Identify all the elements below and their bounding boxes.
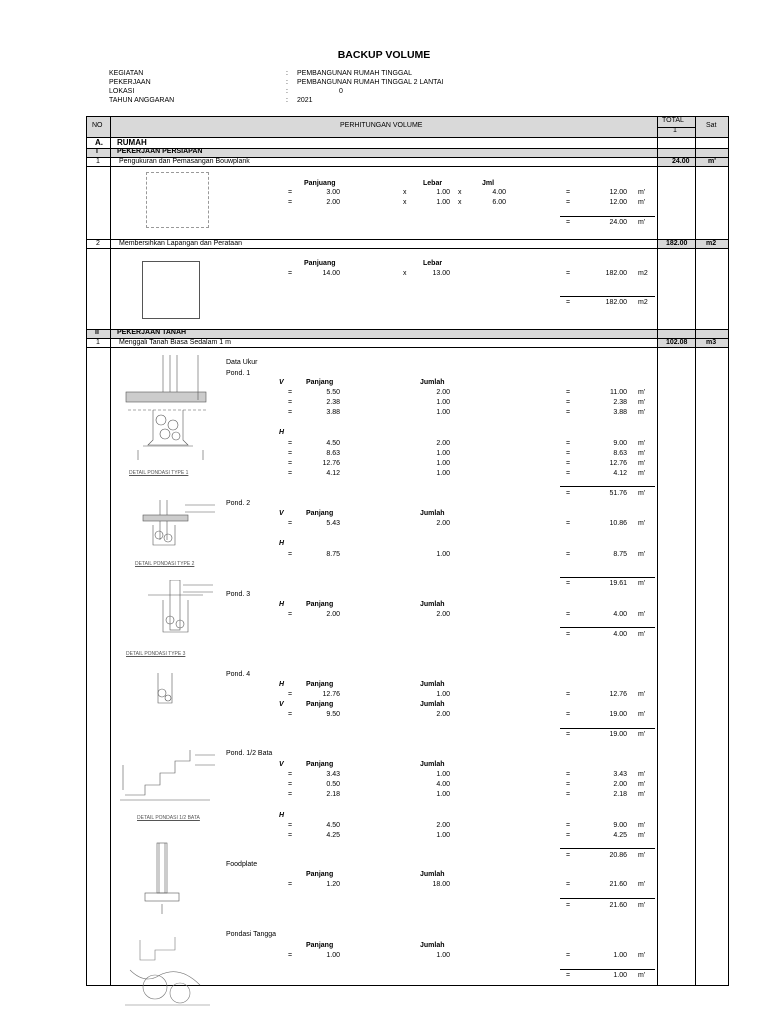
value-unit: m' [638, 399, 646, 406]
col-head-panjang: Panjuang [304, 260, 336, 267]
eq-sign: = [288, 460, 293, 467]
meta-value-lokasi: 0 [339, 88, 343, 95]
col-head-jumlah: Jumlah [420, 942, 445, 949]
value-result: 19.00 [609, 711, 627, 718]
value-panjang: 1.20 [326, 881, 340, 888]
col-head-panjang: Panjang [306, 701, 334, 708]
meta-colon: : [286, 70, 288, 77]
value-result: 11.00 [610, 389, 627, 396]
value-result: 1.00 [613, 952, 627, 959]
section-no: II [95, 329, 99, 336]
eq-sign: = [566, 731, 571, 738]
section-title: PEKERJAAN PERSIAPAN [117, 148, 203, 155]
value-unit: m' [638, 832, 646, 839]
sum-value: 20.86 [609, 852, 627, 859]
meta-label-lokasi: LOKASI [109, 88, 135, 95]
value-result: 12.76 [609, 691, 627, 698]
eq-sign: = [288, 771, 293, 778]
eq-sign: = [566, 219, 571, 226]
eq-sign: = [288, 399, 293, 406]
value-result: 10.86 [609, 520, 627, 527]
sum-value: 19.00 [609, 731, 627, 738]
meta-value-tahun: 2021 [297, 97, 313, 104]
footplate-drawing [140, 838, 185, 918]
value-jumlah: 2.00 [436, 611, 450, 618]
calc-subheading: Pond. 3 [226, 591, 251, 598]
sum-unit: m' [638, 219, 646, 226]
direction-v: V [279, 379, 284, 386]
value-jumlah: 1.00 [436, 460, 450, 467]
eq-sign: = [566, 520, 571, 527]
eq-sign: = [566, 791, 571, 798]
sum-value: 51.76 [609, 490, 627, 497]
section-title: PEKERJAAN TANAH [117, 329, 187, 336]
value-panjang: 2.18 [326, 791, 340, 798]
col-head-lebar: Lebar [423, 260, 443, 267]
sum-value: 21.60 [609, 902, 627, 909]
col-head-panjang: Panjang [306, 601, 334, 608]
meta-colon: : [286, 79, 288, 86]
eq-sign: = [566, 450, 571, 457]
bouwplank-sketch [146, 172, 209, 228]
eq-sign: = [288, 611, 293, 618]
value-panjang: 2.00 [326, 611, 340, 618]
value-panjang: 4.25 [326, 832, 340, 839]
value-unit: m' [638, 771, 646, 778]
meta-value-kegiatan: PEMBANGUNAN RUMAH TINGGAL [297, 70, 412, 77]
calc-subheading: Foodplate [226, 861, 258, 868]
sum-value: 1.00 [613, 972, 627, 979]
value-result: 12.00 [609, 189, 627, 196]
eq-sign: = [566, 952, 571, 959]
direction-h: H [279, 812, 285, 819]
header-unit: Sat [706, 122, 717, 129]
eq-sign: = [288, 470, 293, 477]
value-result: 2.38 [613, 399, 627, 406]
value-jumlah: 2.00 [436, 440, 450, 447]
eq-sign: = [566, 270, 571, 277]
value-unit: m' [638, 199, 646, 206]
item-total: 24.00 [672, 158, 690, 165]
value-panjang: 2.00 [326, 199, 340, 206]
value-jumlah: 2.00 [436, 711, 450, 718]
value-unit: m' [638, 881, 646, 888]
calc-subheading: Pondasi Tangga [226, 931, 277, 938]
site-clearing-sketch [142, 261, 200, 319]
value-jumlah: 1.00 [436, 470, 450, 477]
sum-unit: m' [638, 902, 646, 909]
item-total: 182.00 [666, 240, 688, 247]
eq-sign: = [566, 771, 571, 778]
item-unit: m3 [706, 339, 717, 346]
calc-subheading: Pond. 2 [226, 500, 251, 507]
col-head-jumlah: Jumlah [420, 701, 445, 708]
drawing-caption: DETAIL PONDASI TYPE 3 [126, 651, 186, 657]
value-lebar: 1.00 [436, 199, 450, 206]
value-result: 9.00 [613, 440, 627, 447]
sum-line [560, 216, 655, 217]
section-no: A. [95, 138, 103, 147]
header-calc: PERHITUNGAN VOLUME [340, 122, 423, 129]
sum-unit: m2 [638, 299, 648, 306]
drawing-caption: DETAIL PONDASI 1/2 BATA [137, 815, 200, 821]
value-result: 8.75 [613, 551, 627, 558]
value-panjang: 4.50 [326, 440, 340, 447]
foundation-bata-drawing [115, 745, 220, 810]
value-unit: m' [638, 409, 646, 416]
col-head-jumlah: Jumlah [420, 510, 445, 517]
value-unit: m' [638, 952, 646, 959]
meta-colon: : [286, 97, 288, 104]
value-jumlah: 1.00 [436, 771, 450, 778]
value-jumlah: 2.00 [436, 389, 450, 396]
eq-sign: = [566, 299, 571, 306]
value-unit: m' [638, 470, 646, 477]
eq-sign: = [288, 832, 293, 839]
value-result: 4.25 [613, 832, 627, 839]
times-sign: x [403, 189, 407, 196]
value-jumlah: 1.00 [436, 952, 450, 959]
eq-sign: = [566, 631, 571, 638]
item-no: 2 [96, 240, 100, 247]
eq-sign: = [288, 189, 293, 196]
sum-line [560, 577, 655, 578]
foundation-type1-drawing [118, 350, 218, 480]
eq-sign: = [288, 881, 293, 888]
item-no: 1 [96, 158, 100, 165]
value-lebar: 1.00 [436, 189, 450, 196]
times-sign: x [403, 199, 407, 206]
row-divider [87, 347, 728, 348]
times-sign: x [403, 270, 407, 277]
eq-sign: = [288, 711, 293, 718]
value-unit: m' [638, 189, 646, 196]
value-jumlah: 1.00 [436, 691, 450, 698]
header-no: NO [92, 122, 103, 129]
eq-sign: = [566, 399, 571, 406]
eq-sign: = [288, 199, 293, 206]
value-panjang: 2.38 [326, 399, 340, 406]
eq-sign: = [288, 781, 293, 788]
item-unit: m2 [706, 240, 717, 247]
row-divider [87, 166, 728, 167]
value-result: 4.00 [613, 611, 627, 618]
direction-h: H [279, 540, 285, 547]
eq-sign: = [566, 409, 571, 416]
value-jumlah: 2.00 [436, 822, 450, 829]
header-total: TOTAL [662, 117, 684, 124]
value-unit: m' [638, 520, 646, 527]
eq-sign: = [288, 791, 293, 798]
total-shade [658, 157, 728, 166]
direction-h: H [279, 429, 285, 436]
col-head-panjang: Panjang [306, 871, 334, 878]
item-label: Pengukuran dan Pemasangan Bouwplank [119, 158, 250, 165]
meta-label-kegiatan: KEGIATAN [109, 70, 144, 77]
col-head-lebar: Lebar [423, 180, 443, 187]
drawing-caption: DETAIL PONDASI TYPE 1 [129, 470, 189, 476]
direction-h: H [279, 681, 285, 688]
sum-line [560, 848, 655, 849]
value-unit: m' [638, 691, 646, 698]
calc-subheading: Pond. 4 [226, 671, 251, 678]
col-head-panjang: Panjang [306, 942, 334, 949]
value-result: 182.00 [605, 270, 627, 277]
eq-sign: = [566, 551, 571, 558]
value-jumlah: 18.00 [432, 881, 450, 888]
value-unit: m' [638, 440, 646, 447]
value-jumlah: 4.00 [436, 781, 450, 788]
direction-h: H [279, 601, 285, 608]
foundation-type2-drawing [125, 500, 220, 560]
value-jumlah: 1.00 [436, 832, 450, 839]
sum-line [560, 969, 655, 970]
eq-sign: = [566, 822, 571, 829]
value-panjang: 3.00 [326, 189, 340, 196]
eq-sign: = [566, 881, 571, 888]
eq-sign: = [566, 902, 571, 909]
foundation-type3-drawing [128, 580, 218, 645]
value-jumlah: 1.00 [436, 791, 450, 798]
direction-v: V [279, 761, 284, 768]
col-head-jumlah: Jumlah [420, 379, 445, 386]
sum-line [560, 728, 655, 729]
row-divider [87, 137, 728, 138]
col-head-jumlah: Jumlah [420, 681, 445, 688]
value-unit: m' [638, 460, 646, 467]
page-title: BACKUP VOLUME [337, 49, 431, 61]
eq-sign: = [566, 781, 571, 788]
col-head-panjang: Panjang [306, 761, 334, 768]
sum-unit: m' [638, 631, 646, 638]
sum-value: 182.00 [605, 299, 627, 306]
value-panjang: 4.12 [326, 470, 340, 477]
eq-sign: = [288, 691, 293, 698]
value-result: 12.00 [609, 199, 627, 206]
eq-sign: = [566, 389, 571, 396]
value-panjang: 9.50 [326, 711, 340, 718]
eq-sign: = [288, 270, 293, 277]
value-result: 12.76 [609, 460, 627, 467]
direction-v: V [279, 510, 284, 517]
eq-sign: = [288, 952, 293, 959]
value-jumlah: 1.00 [436, 450, 450, 457]
value-unit: m' [638, 551, 646, 558]
calc-heading: Data Ukur [226, 359, 258, 366]
times-sign: x [458, 199, 462, 206]
value-panjang: 12.76 [322, 460, 340, 467]
value-result: 2.00 [613, 781, 627, 788]
value-result: 3.43 [613, 771, 627, 778]
sum-unit: m' [638, 852, 646, 859]
value-unit: m' [638, 611, 646, 618]
value-panjang: 12.76 [322, 691, 340, 698]
value-result: 9.00 [613, 822, 627, 829]
value-panjang: 4.50 [326, 822, 340, 829]
eq-sign: = [566, 711, 571, 718]
value-panjang: 5.50 [326, 389, 340, 396]
eq-sign: = [288, 389, 293, 396]
eq-sign: = [566, 691, 571, 698]
value-panjang: 3.88 [326, 409, 340, 416]
value-result: 4.12 [613, 470, 627, 477]
sum-value: 24.00 [609, 219, 627, 226]
meta-label-pekerjaan: PEKERJAAN [109, 79, 151, 86]
value-jml: 6.00 [492, 199, 506, 206]
times-sign: x [458, 189, 462, 196]
calc-subheading: Pond. 1/2 Bata [226, 750, 273, 757]
value-unit: m2 [638, 270, 648, 277]
col-head-panjang: Panjuang [304, 180, 336, 187]
col-head-panjang: Panjang [306, 379, 334, 386]
drawing-caption: DETAIL PONDASI TYPE 2 [135, 561, 195, 567]
col-head-jumlah: Jumlah [420, 761, 445, 768]
value-result: 8.63 [613, 450, 627, 457]
eq-sign: = [566, 199, 571, 206]
sum-line [560, 296, 655, 297]
value-unit: m' [638, 791, 646, 798]
value-unit: m' [638, 711, 646, 718]
item-no: 1 [96, 339, 100, 346]
direction-v: V [279, 701, 284, 708]
value-unit: m' [638, 822, 646, 829]
eq-sign: = [566, 580, 571, 587]
value-panjang: 8.63 [326, 450, 340, 457]
sum-line [560, 898, 655, 899]
eq-sign: = [566, 490, 571, 497]
stair-foundation-drawing [120, 925, 215, 1010]
value-panjang: 1.00 [326, 952, 340, 959]
value-jumlah: 1.00 [436, 409, 450, 416]
col-head-jumlah: Jumlah [420, 601, 445, 608]
eq-sign: = [288, 409, 293, 416]
value-panjang: 5.43 [326, 520, 340, 527]
value-unit: m' [638, 389, 646, 396]
calc-subheading: Pond. 1 [226, 370, 251, 377]
sum-unit: m' [638, 490, 646, 497]
col-head-panjang: Panjang [306, 681, 334, 688]
value-jumlah: 2.00 [436, 520, 450, 527]
header-total-sub: 1 [673, 127, 677, 134]
col-head-jumlah: Jumlah [420, 871, 445, 878]
value-jumlah: 1.00 [436, 551, 450, 558]
eq-sign: = [288, 822, 293, 829]
meta-colon: : [286, 88, 288, 95]
eq-sign: = [566, 189, 571, 196]
eq-sign: = [566, 460, 571, 467]
eq-sign: = [566, 832, 571, 839]
meta-value-pekerjaan: PEMBANGUNAN RUMAH TINGGAL 2 LANTAI [297, 79, 444, 86]
value-result: 3.88 [613, 409, 627, 416]
eq-sign: = [288, 551, 293, 558]
eq-sign: = [288, 520, 293, 527]
value-panjang: 0.50 [326, 781, 340, 788]
sum-value: 19.61 [609, 580, 627, 587]
item-total: 102.08 [666, 339, 688, 346]
eq-sign: = [566, 470, 571, 477]
section-title: RUMAH [117, 138, 147, 147]
value-unit: m' [638, 450, 646, 457]
sum-line [560, 627, 655, 628]
section-no: I [96, 148, 98, 155]
eq-sign: = [288, 440, 293, 447]
eq-sign: = [566, 440, 571, 447]
sum-unit: m' [638, 731, 646, 738]
item-label: Menggali Tanah Biasa Sedalam 1 m [119, 339, 231, 346]
value-jumlah: 1.00 [436, 399, 450, 406]
meta-label-tahun: TAHUN ANGGARAN [109, 97, 175, 104]
foundation-type4-drawing [150, 668, 180, 713]
value-panjang: 3.43 [326, 771, 340, 778]
sum-line [560, 486, 655, 487]
value-result: 21.60 [609, 881, 627, 888]
item-label: Membersihkan Lapangan dan Perataan [119, 240, 242, 247]
eq-sign: = [566, 611, 571, 618]
value-panjang: 8.75 [326, 551, 340, 558]
value-unit: m' [638, 781, 646, 788]
value-result: 2.18 [613, 791, 627, 798]
eq-sign: = [288, 450, 293, 457]
item-unit: m' [708, 158, 716, 165]
value-panjang: 14.00 [322, 270, 340, 277]
sum-value: 4.00 [613, 631, 627, 638]
row-divider [87, 248, 728, 249]
eq-sign: = [566, 852, 571, 859]
value-lebar: 13.00 [432, 270, 450, 277]
col-head-jml: Jml [482, 180, 495, 187]
col-head-panjang: Panjang [306, 510, 334, 517]
eq-sign: = [566, 972, 571, 979]
sum-unit: m' [638, 580, 646, 587]
sum-unit: m' [638, 972, 646, 979]
value-jml: 4.00 [492, 189, 506, 196]
